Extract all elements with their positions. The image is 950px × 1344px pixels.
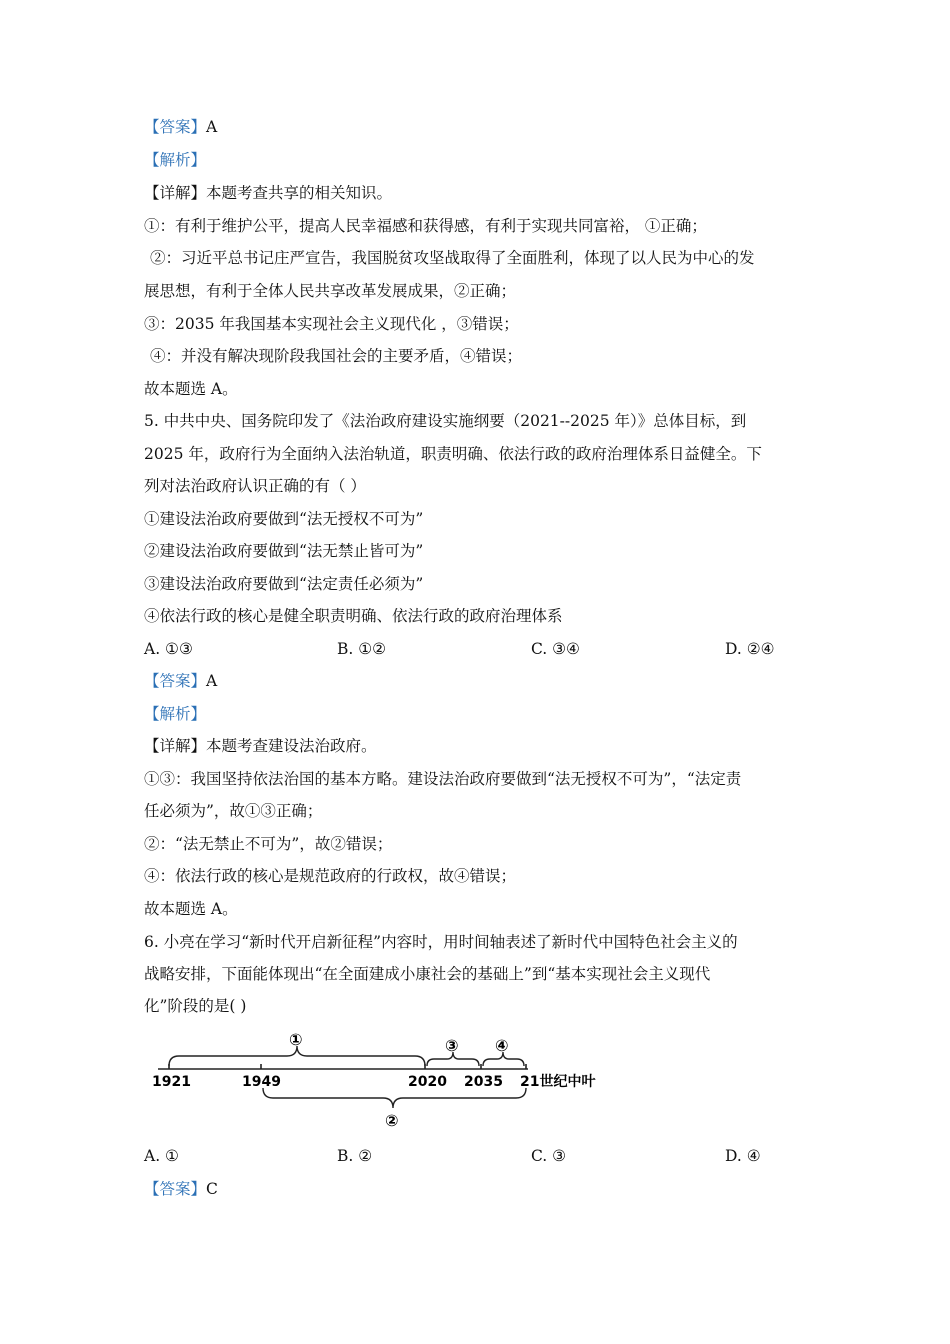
- q6-option-c: C. ③: [531, 1147, 567, 1165]
- q5-detail-line: 故本题选 A。: [144, 900, 238, 918]
- segment-marker-2: ②: [385, 1111, 399, 1130]
- q6-answer: [144, 1179, 218, 1199]
- q5-statement: ①建设法治政府要做到“法无授权不可为”: [144, 510, 424, 528]
- q6-option-d: D. ④: [725, 1147, 761, 1165]
- answer-tag: 【答案】: [144, 1180, 207, 1198]
- q5-detail-line: ④：依法行政的核心是规范政府的行政权，故④错误；: [144, 867, 517, 885]
- segment-marker-1: ①: [289, 1030, 303, 1049]
- q5-detail-line: ①③：我国坚持依法治国的基本方略。建设法治政府要做到“法无授权不可为”，“法定责: [144, 770, 742, 788]
- analysis-tag: 【解析】: [144, 151, 207, 169]
- detail-tag: 【详解】: [144, 184, 207, 202]
- analysis-tag: 【解析】: [144, 705, 207, 723]
- q5-detail-line: 任必须为”，故①③正确；: [144, 802, 323, 820]
- q4-detail-line: 展思想，有利于全体人民共享改革发展成果，②正确；: [144, 282, 517, 300]
- q5-detail-intro: [144, 736, 377, 756]
- year-label: 1921: [152, 1074, 191, 1090]
- q5-option-d: D. ②④: [725, 640, 775, 658]
- q6-stem-line: 战略安排，下面能体现出“在全面建成小康社会的基础上”到“基本实现社会主义现代: [144, 965, 711, 983]
- q5-statement: ④依法行政的核心是健全职责明确、依法行政的政府治理体系: [144, 607, 563, 625]
- q5-analysis-heading: [144, 704, 206, 724]
- q5-detail-line: ②：“法无禁止不可为”，故②错误；: [144, 835, 393, 853]
- q5-statement: ③建设法治政府要做到“法定责任必须为”: [144, 575, 424, 593]
- answer-tag: 【答案】: [144, 672, 207, 690]
- q5-stem-line: 5. 中共中央、国务院印发了《法治政府建设实施纲要（2021--2025 年）》总体目标，到: [144, 412, 747, 430]
- q5-stem-line: 2025 年，政府行为全面纳入法治轨道，职责明确、依法行政的政府治理体系日益健全。下: [144, 445, 762, 463]
- detail-tag: 【详解】: [144, 737, 207, 755]
- q5-option-a: A. ①③: [144, 640, 193, 658]
- q5-statement: ②建设法治政府要做到“法无禁止皆可为”: [144, 542, 424, 560]
- q4-detail-line: ④：并没有解决现阶段我国社会的主要矛盾，④错误；: [150, 347, 523, 365]
- q4-answer: [144, 117, 217, 137]
- q5-stem-line: 列对法治政府认识正确的有（ ）: [144, 477, 366, 495]
- detail-intro-text: 本题考查建设法治政府。: [206, 737, 377, 755]
- q6-option-a: A. ①: [144, 1147, 179, 1165]
- segment-marker-3: ③: [445, 1036, 459, 1055]
- q4-detail-line: 故本题选 A。: [144, 380, 238, 398]
- brace-segment-1: [169, 1046, 425, 1066]
- segment-marker-4: ④: [495, 1036, 509, 1055]
- timeline-diagram: [150, 1026, 620, 1132]
- q6-option-b: B. ②: [337, 1147, 373, 1165]
- q5-option-b: B. ①②: [337, 640, 387, 658]
- answer-value: A: [206, 118, 218, 136]
- detail-intro-text: 本题考查共享的相关知识。: [206, 184, 393, 202]
- brace-segment-2: [263, 1088, 526, 1108]
- year-label: 2035: [464, 1074, 503, 1090]
- q4-detail-line: ①：有利于维护公平，提高人民幸福感和获得感，有利于实现共同富裕， ①正确；: [144, 217, 707, 235]
- year-label: 2020: [408, 1074, 447, 1090]
- q6-stem-line: 化”阶段的是( ): [144, 997, 247, 1015]
- q4-detail-line: ②：习近平总书记庄严宣告，我国脱贫攻坚战取得了全面胜利，体现了以人民为中心的发: [150, 249, 755, 267]
- q4-detail-line: ③：2035 年我国基本实现社会主义现代化 ，③错误；: [144, 315, 519, 333]
- year-label: 21世纪中叶: [520, 1074, 596, 1090]
- q6-stem-line: 6. 小亮在学习“新时代开启新征程”内容时，用时间轴表述了新时代中国特色社会主义的: [144, 933, 738, 951]
- q4-analysis-heading: [144, 150, 206, 170]
- q5-answer: [144, 671, 217, 691]
- answer-tag: 【答案】: [144, 118, 207, 136]
- q5-option-c: C. ③④: [531, 640, 580, 658]
- q4-detail-intro: [144, 183, 392, 203]
- answer-value: C: [206, 1180, 218, 1198]
- year-label: 1949: [242, 1074, 281, 1090]
- answer-value: A: [206, 672, 218, 690]
